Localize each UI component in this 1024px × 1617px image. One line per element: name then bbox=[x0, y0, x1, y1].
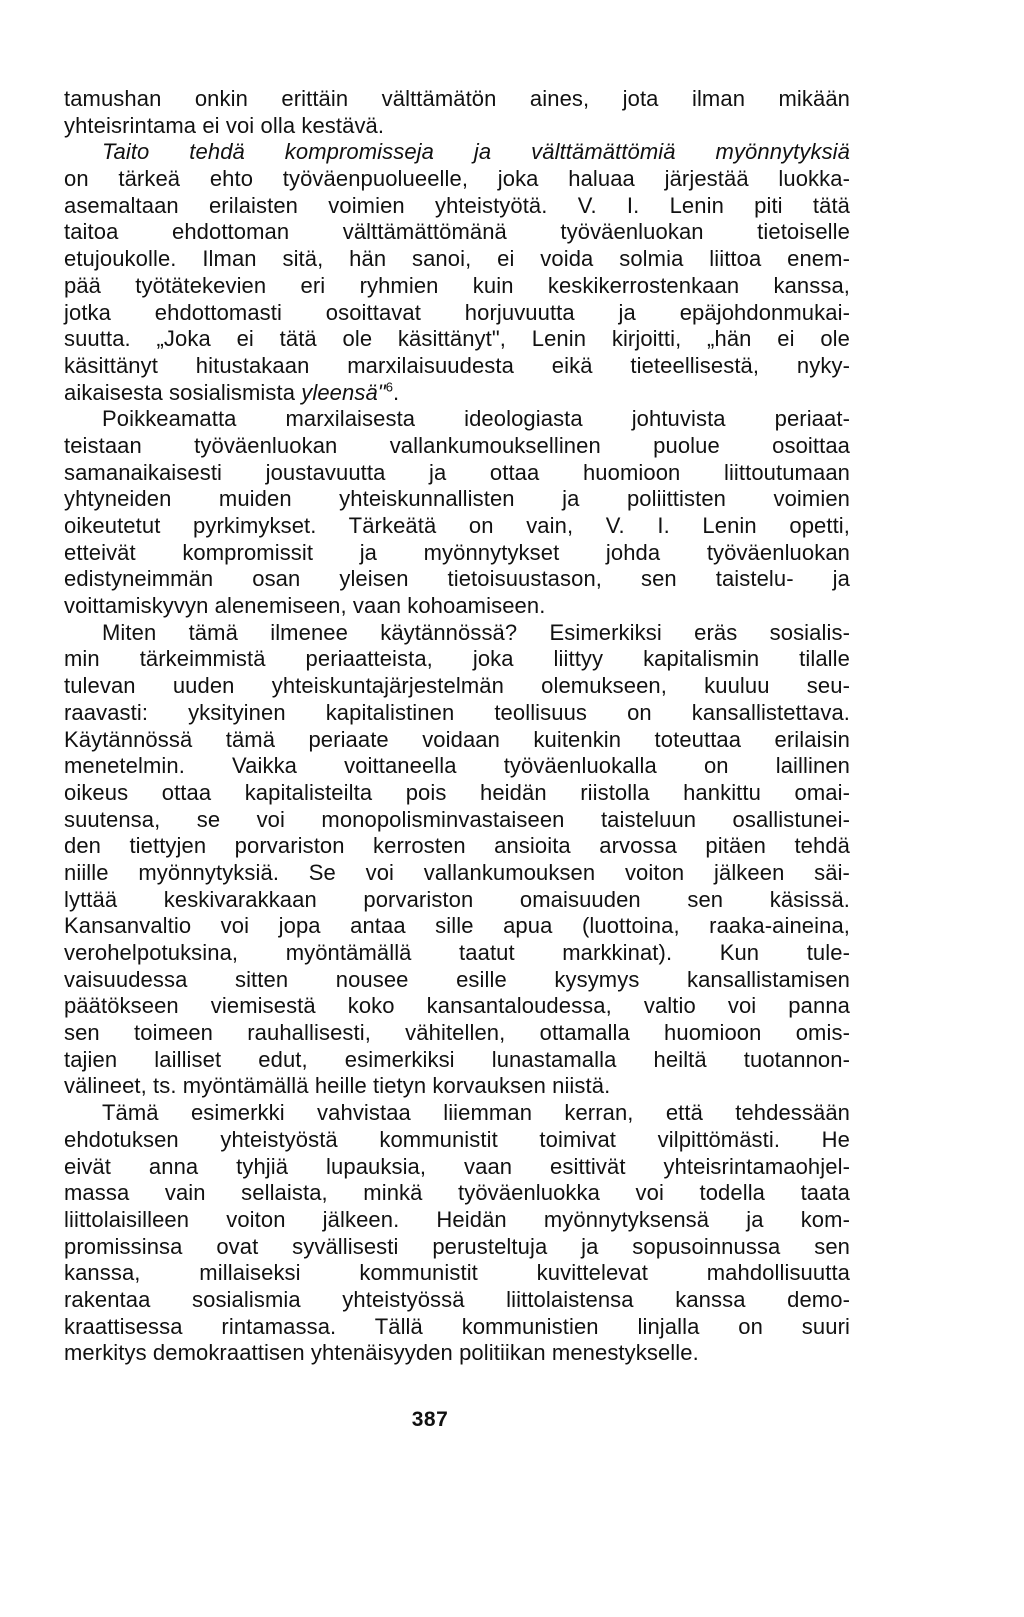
line-text: Kansanvaltio voi jopa antaa sille apua (luottoina, raaka-aineina, bbox=[64, 913, 850, 939]
line-text: Miten tämä ilmenee käytännössä? Esimerkiksi eräs sosialis- bbox=[102, 619, 850, 645]
text-line bbox=[64, 1180, 850, 1207]
line-text: pää työtätekevien eri ryhmien kuin keskikerrostenkaan kanssa, bbox=[64, 272, 850, 298]
text-line bbox=[64, 646, 850, 673]
line-text: tulevan uuden yhteiskuntajärjestelmän olemukseen, kuuluu seu- bbox=[64, 673, 850, 699]
line-text: Käytännössä tämä periaate voidaan kuitenkin toteuttaa erilaisin bbox=[64, 726, 850, 752]
text-line bbox=[64, 967, 850, 994]
line-text: käsittänyt hitustakaan marxilaisuudesta eikä tieteellisestä, nyky- bbox=[64, 352, 850, 378]
line-text: eivät anna tyhjiä lupauksia, vaan esittivät yhteisrintamaohjel- bbox=[64, 1153, 850, 1179]
line-text: Taito tehdä kompromisseja ja välttämättömiä myönnytyksiä bbox=[102, 139, 850, 165]
text-line bbox=[64, 113, 850, 140]
text-line bbox=[64, 380, 850, 407]
text-line bbox=[64, 753, 850, 780]
text-line bbox=[64, 1260, 850, 1287]
text-line bbox=[64, 1154, 850, 1181]
line-text: kraattisessa rintamassa. Tällä kommunistien linjalla on suuri bbox=[64, 1313, 850, 1339]
text-line bbox=[64, 700, 850, 727]
line-text: suutta. „Joka ei tätä ole käsittänyt", Lenin kirjoitti, „hän ei ole bbox=[64, 326, 850, 352]
text-line bbox=[64, 1314, 850, 1341]
line-text: kanssa, millaiseksi kommunistit kuvittelevat mahdollisuutta bbox=[64, 1260, 850, 1286]
text-line bbox=[64, 1287, 850, 1314]
line-text: Tämä esimerkki vahvistaa liiemman kerran, että tehdessään bbox=[102, 1100, 850, 1126]
line-text: samanaikaisesti joustavuutta ja ottaa huomioon liittoutumaan bbox=[64, 459, 850, 485]
line-text: aikaisesta sosialismista bbox=[64, 379, 302, 405]
text-line bbox=[64, 727, 850, 754]
line-text: raavasti: yksityinen kapitalistinen teollisuus on kansallistettava. bbox=[64, 699, 850, 725]
line-text: Poikkeamatta marxilaisesta ideologiasta johtuvista periaat- bbox=[102, 406, 850, 432]
page-number: 387 bbox=[411, 1408, 449, 1431]
line-text: tajien lailliset edut, esimerkiksi lunastamalla heiltä tuotannon- bbox=[64, 1046, 850, 1072]
text-line bbox=[64, 860, 850, 887]
text-line bbox=[64, 833, 850, 860]
line-text: päätökseen viemisestä koko kansantaloudessa, valtio voi panna bbox=[64, 993, 850, 1019]
text-line bbox=[64, 460, 850, 487]
line-text: lyttää keskivarakkaan porvariston omaisuuden sen käsissä. bbox=[64, 886, 850, 912]
text-line bbox=[64, 780, 850, 807]
line-text: niille myönnytyksiä. Se voi vallankumouksen voiton jälkeen säi- bbox=[64, 859, 850, 885]
line-text: voittamiskyvyn alenemiseen, vaan kohoamiseen. bbox=[64, 593, 546, 619]
line-text: vaisuudessa sitten nousee esille kysymys kansallistamisen bbox=[64, 966, 850, 992]
text-line bbox=[64, 486, 850, 513]
text-line bbox=[64, 1020, 850, 1047]
line-text: verohelpotuksina, myöntämällä taatut markkinat). Kun tule- bbox=[64, 940, 850, 965]
text-line bbox=[64, 620, 850, 647]
text-line bbox=[64, 1073, 850, 1100]
footnote-marker: 6 bbox=[385, 379, 394, 395]
text-line bbox=[64, 940, 850, 967]
line-text: asemaltaan erilaisten voimien yhteistyötä. V. I. Lenin piti tätä bbox=[64, 192, 850, 218]
body-text bbox=[64, 86, 850, 1367]
line-text: oikeutetut pyrkimykset. Tärkeätä on vain, V. I. Lenin opetti, bbox=[64, 513, 850, 538]
line-text: suutensa, se voi monopolisminvastaiseen taisteluun osallistunei- bbox=[64, 806, 850, 832]
text-line bbox=[64, 433, 850, 460]
line-text: etteivät kompromissit ja myönnytykset johda työväenluokan bbox=[64, 539, 850, 565]
text-line bbox=[64, 593, 850, 620]
line-text: välineet, ts. myöntämällä heille tietyn korvauksen niistä. bbox=[64, 1073, 611, 1099]
text-line bbox=[64, 513, 850, 540]
line-text: yhtyneiden muiden yhteiskunnallisten ja poliittisten voimien bbox=[64, 486, 850, 512]
line-text: rakentaa sosialismia yhteistyössä liittolaistensa kanssa demo- bbox=[64, 1286, 850, 1312]
text-line bbox=[64, 1047, 850, 1074]
line-text: den tiettyjen porvariston kerrosten ansioita arvossa pitäen tehdä bbox=[64, 833, 850, 859]
text-line bbox=[64, 193, 850, 220]
text-line bbox=[64, 139, 850, 166]
line-text: liittolaisilleen voiton jälkeen. Heidän myönnytyksensä ja kom- bbox=[64, 1206, 850, 1232]
line-text: promissinsa ovat syvällisesti perusteltuja ja sopusoinnussa sen bbox=[64, 1233, 850, 1259]
line-text: jotka ehdottomasti osoittavat horjuvuutta ja epäjohdonmukai- bbox=[64, 299, 850, 325]
text-line bbox=[64, 887, 850, 914]
line-text: oikeus ottaa kapitalisteilta pois heidän riistolla hankittu omai- bbox=[64, 779, 850, 805]
line-text: ehdotuksen yhteistyöstä kommunistit toimivat vilpittömästi. He bbox=[64, 1126, 850, 1152]
line-text: tamushan onkin erittäin välttämätön aines, jota ilman mikään bbox=[64, 86, 850, 111]
line-text: taitoa ehdottoman välttämättömänä työväenluokan tietoiselle bbox=[64, 219, 850, 245]
line-text: sen toimeen rauhallisesti, vähitellen, ottamalla huomioon omis- bbox=[64, 1020, 850, 1046]
text-line bbox=[64, 1234, 850, 1261]
line-text: min tärkeimmistä periaatteista, joka liittyy kapitalismin tilalle bbox=[64, 646, 850, 672]
line-text: massa vain sellaista, minkä työväenluokka voi todella taata bbox=[64, 1180, 850, 1206]
text-line bbox=[64, 673, 850, 700]
line-text: edistyneimmän osan yleisen tietoisuustason, sen taistelu- ja bbox=[64, 566, 850, 592]
text-line bbox=[64, 406, 850, 433]
text-line bbox=[64, 300, 850, 327]
text-line bbox=[64, 1207, 850, 1234]
text-line bbox=[64, 86, 850, 113]
line-text: on tärkeä ehto työväenpuolueelle, joka haluaa järjestää luokka- bbox=[64, 166, 850, 192]
line-text: etujoukolle. Ilman sitä, hän sanoi, ei voida solmia liittoa enem- bbox=[64, 246, 850, 272]
line-text-end: . bbox=[393, 379, 400, 405]
text-line bbox=[64, 913, 850, 940]
text-line bbox=[64, 166, 850, 193]
text-line bbox=[64, 540, 850, 567]
text-line bbox=[64, 1127, 850, 1154]
text-line bbox=[64, 1100, 850, 1127]
text-line bbox=[64, 807, 850, 834]
text-line bbox=[64, 246, 850, 273]
text-line bbox=[64, 1340, 850, 1367]
line-text: teistaan työväenluokan vallankumouksellinen puolue osoittaa bbox=[64, 432, 850, 458]
text-line bbox=[64, 326, 850, 353]
line-text: merkitys demokraattisen yhtenäisyyden politiikan menestykselle. bbox=[64, 1340, 699, 1366]
emphasis-text: yleensä" bbox=[301, 379, 386, 405]
line-text: menetelmin. Vaikka voittaneella työväenluokalla on laillinen bbox=[64, 753, 850, 779]
text-line bbox=[64, 566, 850, 593]
text-line bbox=[64, 993, 850, 1020]
line-text: yhteisrintama ei voi olla kestävä. bbox=[64, 112, 385, 138]
text-line bbox=[64, 219, 850, 246]
text-line bbox=[64, 273, 850, 300]
text-line bbox=[64, 353, 850, 380]
